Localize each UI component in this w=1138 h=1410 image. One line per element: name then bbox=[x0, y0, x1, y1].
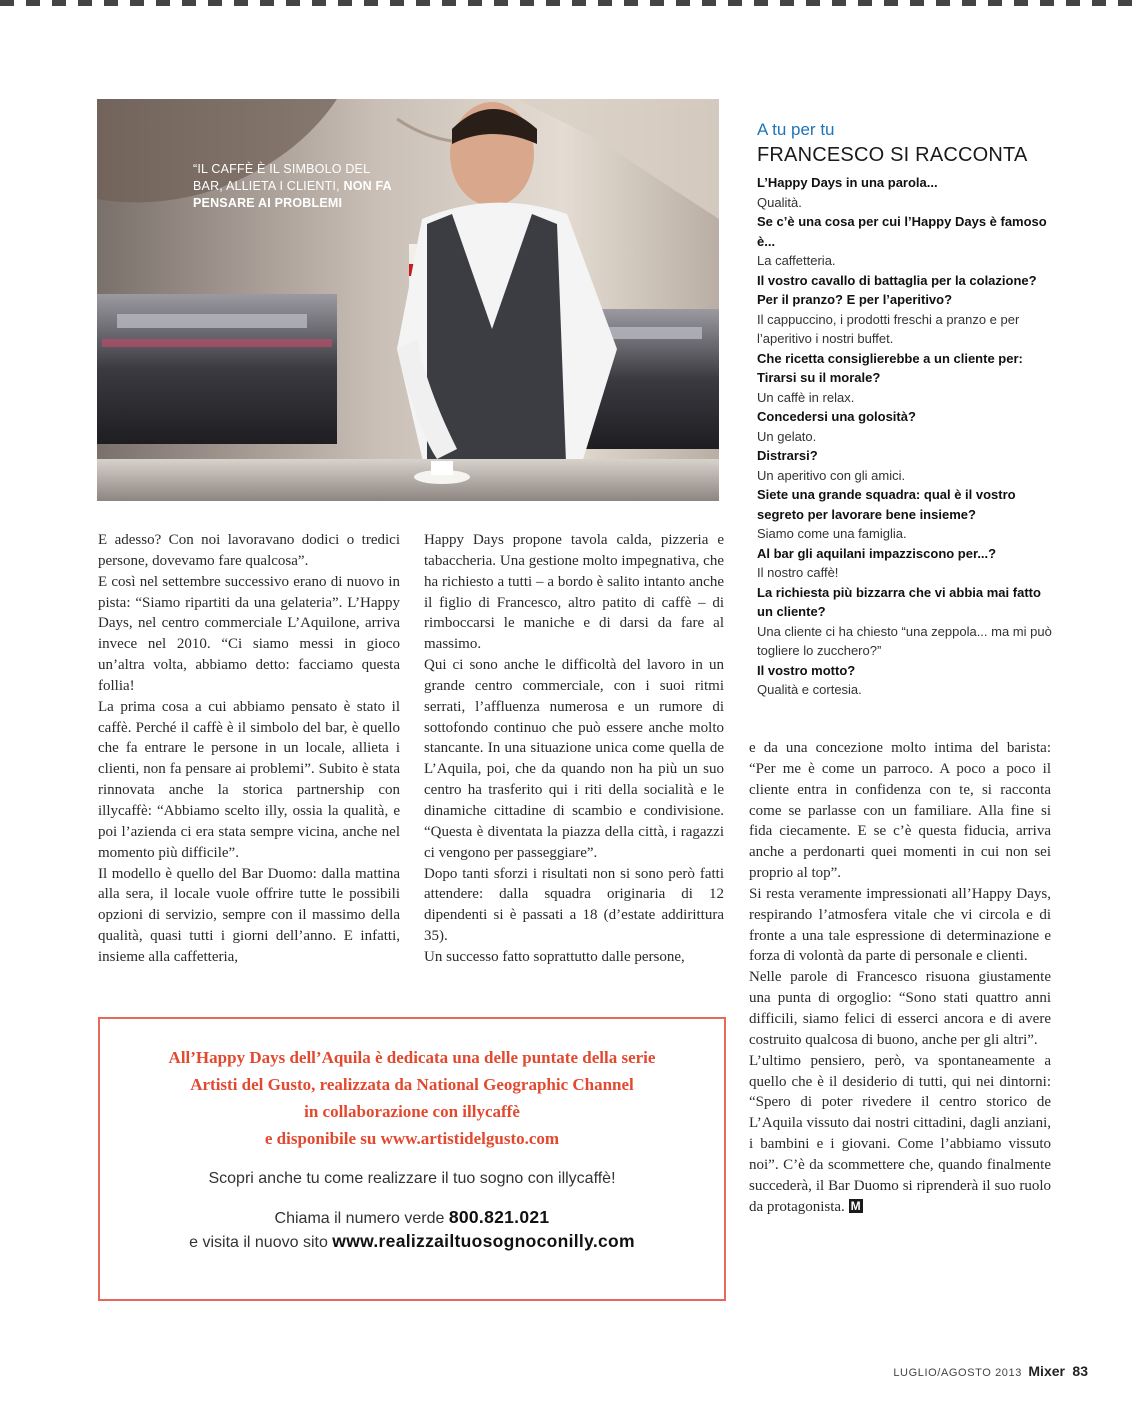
sidebar-question: La richiesta più bizzarra che vi abbia mai fatto un cliente? bbox=[757, 584, 1041, 619]
article-paragraph: Il modello è quello del Bar Duomo: dalla mattina alla sera, il locale vuole offrire tutte le possibili opzioni di servizio, sempre con il massimo della qualità, quasi tutti i giorni dell’anno. E infatti, insieme alla caffetteria, bbox=[98, 865, 400, 965]
magazine-name: Mixer bbox=[1028, 1363, 1065, 1379]
sidebar-answer: Un aperitivo con gli amici. bbox=[757, 467, 906, 483]
article-paragraph: Nelle parole di Francesco risuona giustamente una punta di orgoglio: “Sono stati quattro anni difficili, siamo felici di esserci ancora e di avere costruito qualcosa di buono, anche per gli altri”. bbox=[749, 969, 1051, 1048]
sidebar-answer: Il cappuccino, i prodotti freschi a pranzo e per l’aperitivo i nostri buffet. bbox=[757, 311, 1020, 346]
article-paragraph: Un successo fatto soprattutto dalle persone, bbox=[424, 948, 685, 965]
sidebar-question: Il vostro cavallo di battaglia per la colazione? Per il pranzo? E per l’aperitivo? bbox=[757, 272, 1037, 307]
sidebar-question: Siete una grande squadra: qual è il vostro segreto per lavorare bene insieme? bbox=[757, 487, 1016, 522]
sidebar-question: Concedersi una golosità? bbox=[757, 409, 916, 424]
sidebar-answer: Siamo come una famiglia. bbox=[757, 526, 907, 541]
promo-box bbox=[98, 1017, 726, 1301]
article-column-2 bbox=[424, 530, 724, 968]
sidebar-answer: Un caffè in relax. bbox=[757, 389, 855, 405]
article-paragraph-last bbox=[749, 1051, 1051, 1218]
sidebar-answer: Una cliente ci ha chiesto “una zeppola... ma mi può togliere lo zucchero?” bbox=[757, 623, 1052, 658]
article-paragraph: Qui ci sono anche le difficoltà del lavoro in un grande centro commerciale, con i suoi ritmi serrati, l’affluenza numerosa e un rumore di sottofondo continuo che può essere anche molto stancante. In una situazione unica come quella de L’Aquila, poi, che da quando non ha più un suo centro ha trasferito qui i riti della socialità e le dinamiche cittadine di scambio e condivisione. “Questa è diventata la piazza della città, i ragazzi ci vengono per passeggiare”. bbox=[424, 657, 724, 861]
promo-website-link[interactable]: www.realizzailtuosognoconilly.com bbox=[332, 1231, 635, 1251]
promo-red-line: e disponibile su www.artistidelgusto.com bbox=[264, 1129, 560, 1148]
sidebar-answer: Qualità. bbox=[757, 194, 802, 210]
photo-quote bbox=[193, 161, 403, 212]
page-footer bbox=[893, 1363, 1088, 1381]
photo-quote-plain: “IL CAFFÈ È IL SIMBOLO DEL BAR, ALLIETA I CLIENTI, bbox=[193, 162, 370, 193]
article-paragraph: Si resta veramente impressionati all’Happy Days, respirando l’atmosfera vitale che vi circola e di fronte a una tale espressione di determinazione e forza di volontà da parte di personale e clienti. bbox=[749, 885, 1051, 965]
sidebar-answer: Qualità e cortesia. bbox=[757, 682, 862, 697]
article-paragraph: E adesso? Con noi lavoravano dodici o tredici persone, dovevamo fare qualcosa”. bbox=[98, 532, 400, 569]
promo-red-line: in collaborazione con illycaffè bbox=[304, 1102, 520, 1121]
sidebar-question: Che ricetta consiglierebbe a un cliente per: Tirarsi su il morale? bbox=[757, 350, 1023, 385]
promo-red-line: All’Happy Days dell’Aquila è dedicata una delle puntate della serie bbox=[168, 1048, 656, 1067]
end-of-article-mark: M bbox=[850, 1198, 861, 1213]
sidebar-answer: Il nostro caffè! bbox=[757, 565, 839, 580]
promo-phone-number[interactable]: 800.821.021 bbox=[448, 1207, 550, 1227]
issue-date: LUGLIO/AGOSTO 2013 bbox=[893, 1367, 1022, 1379]
article-column-1 bbox=[98, 530, 400, 968]
interview-sidebar bbox=[757, 120, 1057, 700]
sidebar-question: Al bar gli aquilani impazziscono per...? bbox=[757, 545, 997, 561]
article-column-3 bbox=[749, 738, 1051, 1217]
promo-highlight bbox=[100, 1044, 724, 1152]
barista-illustration bbox=[97, 99, 719, 501]
sidebar-answer: Un gelato. bbox=[757, 428, 817, 444]
barista-photo bbox=[97, 99, 719, 501]
article-paragraph: La prima cosa a cui abbiamo pensato è stato il caffè. Perché il caffè è il simbolo del bar, è quello che fa entrare le persone in un locale, allieta i clienti, non fa pensare ai problemi”. Subito è stata rinnovata anche la storica partnership con illycaffè: “Abbiamo scelto illy, ossia la qualità, e poi l’azienda ci era stata sempre vicina, anche nel momento più difficile”. bbox=[98, 698, 400, 861]
sidebar-question: Il vostro motto? bbox=[757, 662, 856, 678]
article-paragraph: E così nel settembre successivo erano di nuovo in pista: “Siamo ripartiti da una gelateria”. L’Happy Days, nel centro commerciale L’Aquilone, arriva invece nel 2010. “Ci siamo messi in gioco un’altra volta, abbiamo detto: facciamo questa follia! bbox=[98, 573, 400, 694]
promo-contact bbox=[100, 1206, 724, 1254]
promo-discover-text: Scopri anche tu come realizzare il tuo sogno con illycaffè! bbox=[208, 1170, 616, 1187]
sidebar-question: Se c’è una cosa per cui l’Happy Days è famoso è... bbox=[757, 214, 1047, 249]
sidebar-answer: La caffetteria. bbox=[757, 253, 836, 268]
sidebar-title: FRANCESCO SI RACCONTA bbox=[757, 144, 1028, 166]
promo-red-line: Artisti del Gusto, realizzata da National Geographic Channel bbox=[190, 1075, 634, 1094]
promo-call-prefix: Chiama il numero verde bbox=[274, 1210, 449, 1227]
promo-visit-prefix: e visita il nuovo sito bbox=[189, 1234, 333, 1251]
article-paragraph: Dopo tanti sforzi i risultati non si sono però fatti attendere: dalla squadra originaria di 12 dipendenti si è passati a 18 (d’estate addirittura 35). bbox=[424, 865, 724, 945]
photo-quote-bold: NON FA PENSARE AI PROBLEMI bbox=[193, 179, 392, 210]
sidebar-kicker: A tu per tu bbox=[757, 120, 835, 139]
page-edge-dashes bbox=[0, 0, 1138, 6]
article-last-text: L’ultimo pensiero, però, va spontaneamente a quello che è il desiderio di tutti, qui nei dintorni: “Spero di poter rivedere il centro storico de L’Aquila vissuto dai nostri cittadini, dagli anziani, i bambini e i giovani. Come l’abbiamo vissuto noi”. C’è da scommettere che, quando finalmente succederà, il Bar Duomo si riprenderà il suo ruolo da protagonista. bbox=[749, 1052, 1051, 1215]
article-paragraph: Happy Days propone tavola calda, pizzeria e tabaccheria. Una gestione molto impegnativa, che ha richiesto a tutti – a bordo è salito intanto anche il figlio di Francesco, altro patito di caffè – di rimboccarsi le maniche e di darsi da fare al massimo. bbox=[424, 532, 724, 653]
article-paragraph: e da una concezione molto intima del barista: “Per me è come un parroco. A poco a poco il cliente entra in confidenza con te, si racconta come se parlasse con un familiare. Alla fine si fida ciecamente. E se c’è questa fiducia, arriva anche a perdonarti quei momenti in cui non sei proprio al top”. bbox=[749, 740, 1051, 882]
sidebar-question: Distrarsi? bbox=[757, 448, 818, 463]
sidebar-question: L’Happy Days in una parola... bbox=[757, 175, 938, 190]
page-number: 83 bbox=[1072, 1363, 1088, 1379]
